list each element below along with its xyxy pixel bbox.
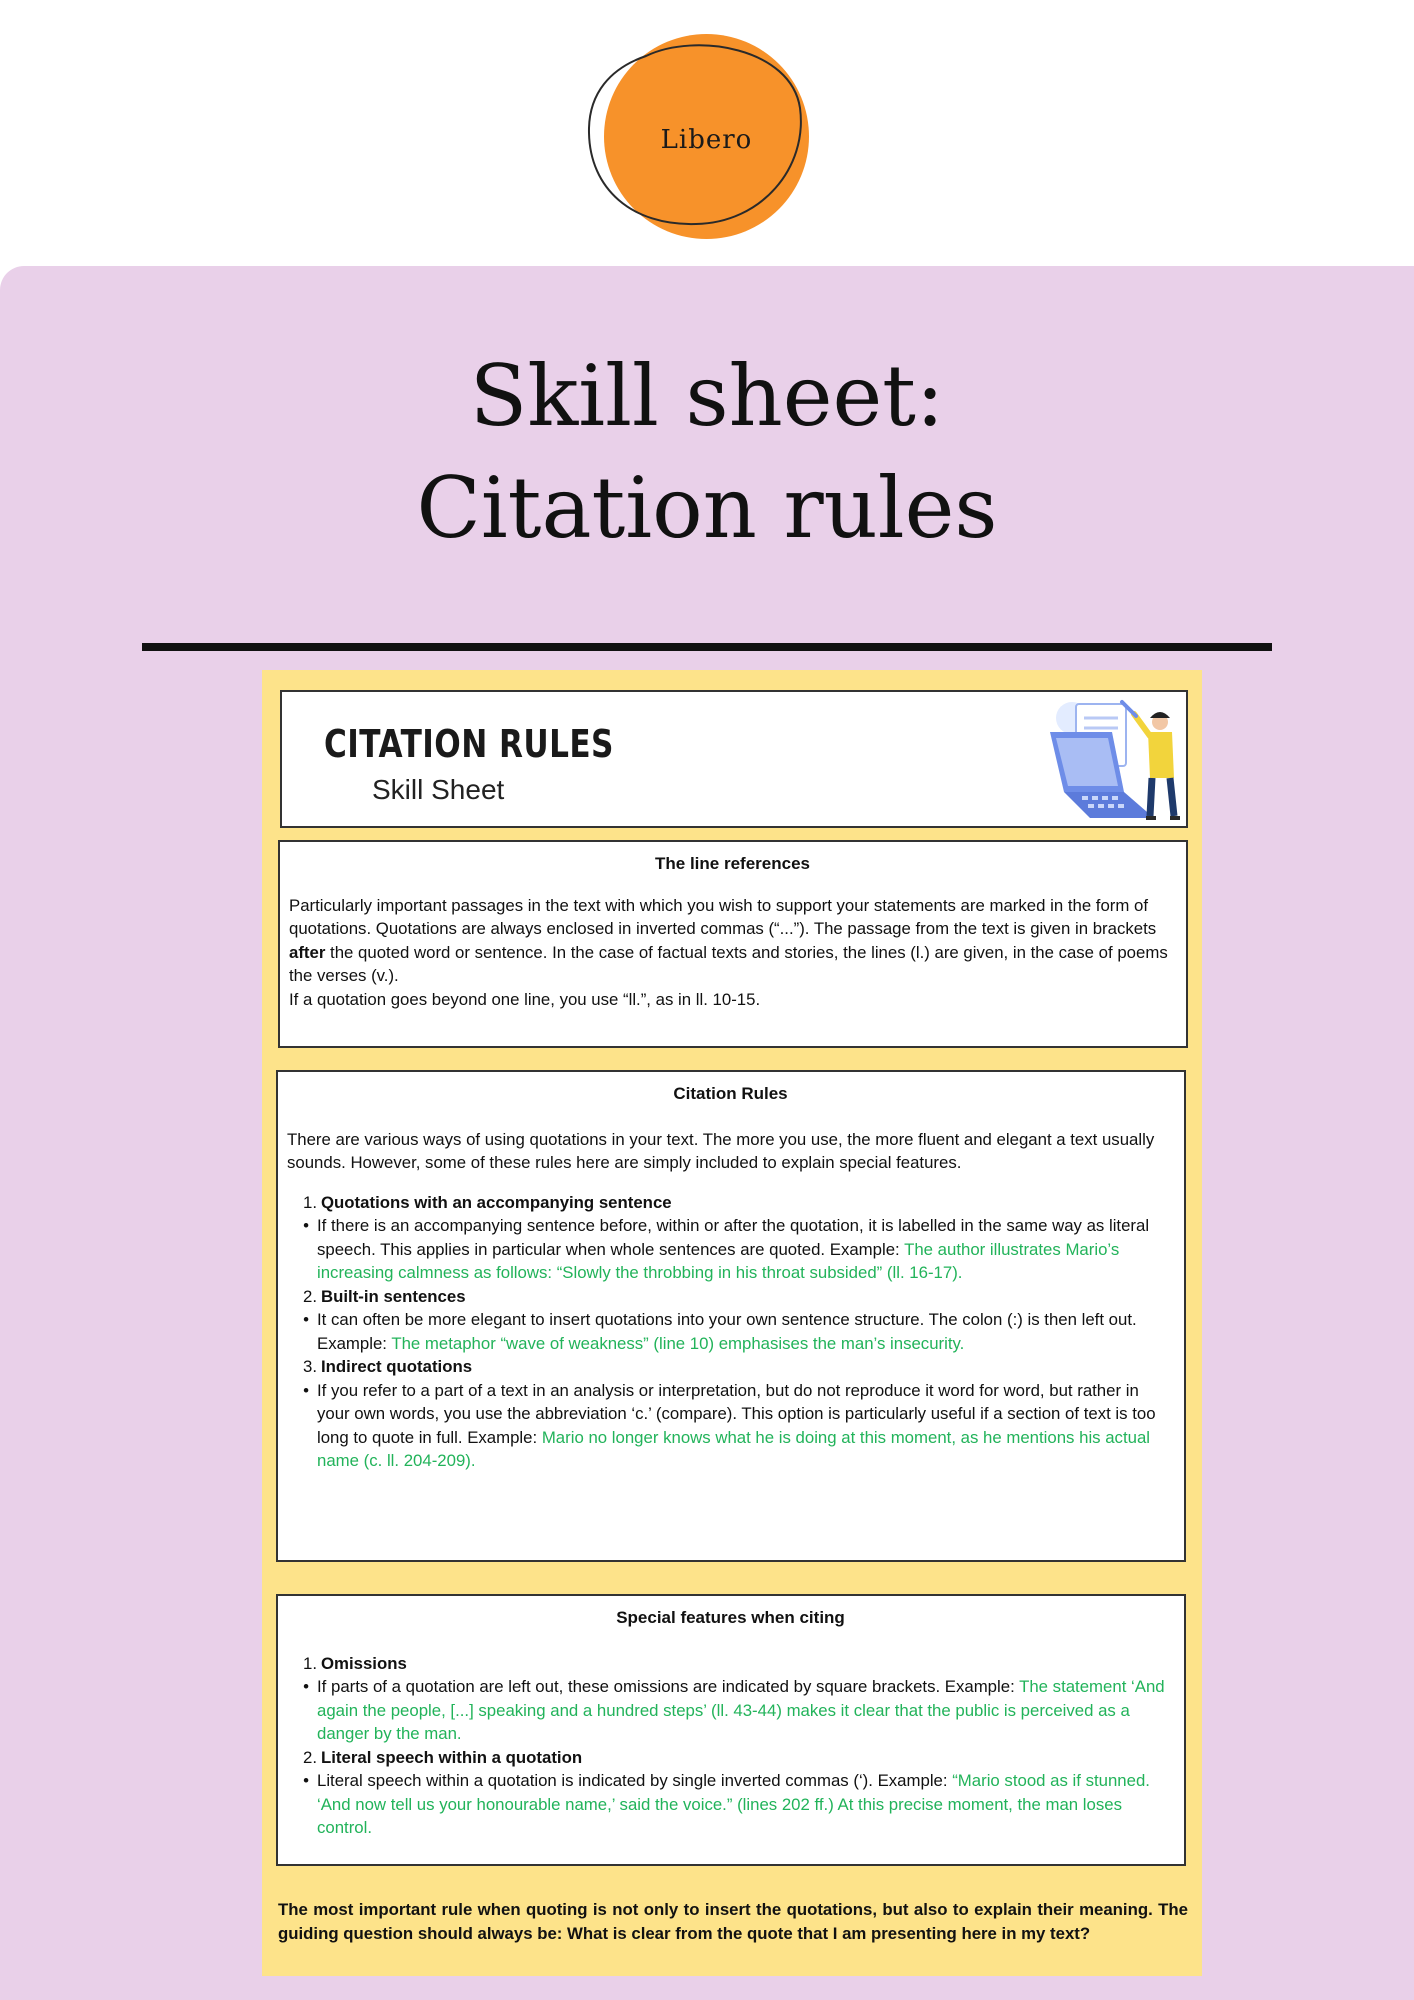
list-item-text: Literal speech within a quotation is indicated by single inverted commas (‘). Example: bbox=[317, 1771, 953, 1790]
list-item-text: If there is an accompanying sentence before, within or after the quotation, it is labelled in the same way as literal speech. This applies in particular when whole sentences are quoted. Example: bbox=[317, 1216, 1150, 1259]
sheet-header-title: CITATION RULES bbox=[324, 722, 614, 766]
example-text: The metaphor “wave of weakness” (line 10) emphasises the man’s insecurity. bbox=[391, 1333, 965, 1353]
citation-rules-intro: There are various ways of using quotations in your text. The more you use, the more fluent and elegant a text usually sounds. However, some of these rules here are simply included to explain special features. bbox=[287, 1129, 1155, 1172]
line-references-heading: The line references bbox=[655, 854, 810, 873]
citation-rules-heading: Citation Rules bbox=[673, 1084, 788, 1103]
line-references-paragraph bbox=[289, 894, 1176, 988]
list-number: 2. bbox=[303, 1286, 317, 1306]
list-item-bullet bbox=[287, 1214, 1174, 1285]
list-item-bullet bbox=[287, 1308, 1174, 1355]
page-title-line-1: Skill sheet: bbox=[469, 347, 945, 445]
list-item-bullet bbox=[287, 1769, 1174, 1840]
list-item-title: Literal speech within a quotation bbox=[321, 1747, 583, 1767]
list-item bbox=[287, 1355, 1174, 1379]
list-item bbox=[287, 1746, 1174, 1770]
sheet-header bbox=[280, 690, 1188, 828]
skill-sheet bbox=[262, 670, 1202, 1976]
list-item bbox=[287, 1285, 1174, 1309]
example-text: The author illustrates Mario’s increasing calmness as follows: “Slowly the throbbing in his throat subsided” (ll. 16-17). bbox=[317, 1239, 1120, 1282]
line-references-bold: after bbox=[289, 942, 326, 962]
special-features-box bbox=[276, 1594, 1186, 1866]
line-references-text-a: Particularly important passages in the text with which you wish to support your statements are marked in the form of quotations. Quotations are always enclosed in inverted commas (“...”). The passage from the text is given in brackets bbox=[289, 895, 1157, 938]
list-item bbox=[287, 1652, 1174, 1676]
list-item-title: Indirect quotations bbox=[321, 1357, 473, 1376]
bullet-icon: • bbox=[303, 1771, 309, 1790]
example-text: “Mario stood as if stunned. ‘And now tell us your honourable name,’ said the voice.” (lines 202 ff.) At this precise moment, the man loses control. bbox=[317, 1771, 1150, 1837]
list-item-text: If parts of a quotation are left out, these omissions are indicated by square brackets. Example: bbox=[317, 1677, 1020, 1696]
line-references-paragraph-2: If a quotation goes beyond one line, you use “ll.”, as in ll. 10-15. bbox=[289, 989, 761, 1009]
list-item-bullet bbox=[287, 1675, 1174, 1746]
list-number: 3. bbox=[303, 1357, 317, 1376]
list-item bbox=[287, 1191, 1174, 1215]
bullet-icon: • bbox=[303, 1380, 309, 1400]
bullet-icon: • bbox=[303, 1310, 309, 1329]
example-text: Mario no longer knows what he is doing at this moment, as he mentions his actual name (c. ll. 204-209). bbox=[317, 1427, 1151, 1470]
bullet-icon: • bbox=[303, 1216, 309, 1235]
list-item-text: If you refer to a part of a text in an analysis or interpretation, but do not reproduce it word for word, but rather in your own words, you use the abbreviation ‘c.’ (compare). This option is particularly useful if a section of text is too long to quote in full. Example: bbox=[317, 1380, 1156, 1447]
brand-logo bbox=[586, 28, 816, 248]
example-text: The statement ‘And again the people, [...] speaking and a hundred steps’ (ll. 43-44) makes it clear that the public is perceived as a danger by the man. bbox=[317, 1677, 1165, 1743]
list-number: 1. bbox=[303, 1653, 317, 1673]
title-divider bbox=[142, 643, 1272, 651]
citation-rules-box bbox=[276, 1070, 1186, 1562]
page-title-line-2: Citation rules bbox=[416, 459, 998, 557]
laptop-person-icon bbox=[1042, 696, 1188, 824]
sheet-header-subtitle: Skill Sheet bbox=[372, 774, 505, 805]
list-item-title: Omissions bbox=[321, 1653, 407, 1673]
logo-text: Libero bbox=[660, 124, 753, 155]
line-references-text-b: the quoted word or sentence. In the case of factual texts and stories, the lines (l.) are given, in the case of poems the verses (v.). bbox=[289, 942, 1168, 985]
list-number: 2. bbox=[303, 1747, 317, 1767]
line-references-box bbox=[278, 840, 1188, 1048]
page-title bbox=[0, 340, 1414, 564]
sheet-footer-note: The most important rule when quoting is not only to insert the quotations, but also to explain their meaning. The guiding question should always be: What is clear from the quote that I am presenting here in my text? bbox=[278, 1900, 1188, 1943]
special-features-heading: Special features when citing bbox=[616, 1608, 845, 1627]
bullet-icon: • bbox=[303, 1677, 309, 1696]
list-item-bullet bbox=[287, 1379, 1174, 1473]
list-item-title: Quotations with an accompanying sentence bbox=[321, 1192, 672, 1212]
list-number: 1. bbox=[303, 1192, 317, 1212]
list-item-title: Built-in sentences bbox=[321, 1286, 466, 1306]
list-item-text: It can often be more elegant to insert quotations into your own sentence structure. The colon (:) is then left out. Example: bbox=[317, 1310, 1137, 1353]
